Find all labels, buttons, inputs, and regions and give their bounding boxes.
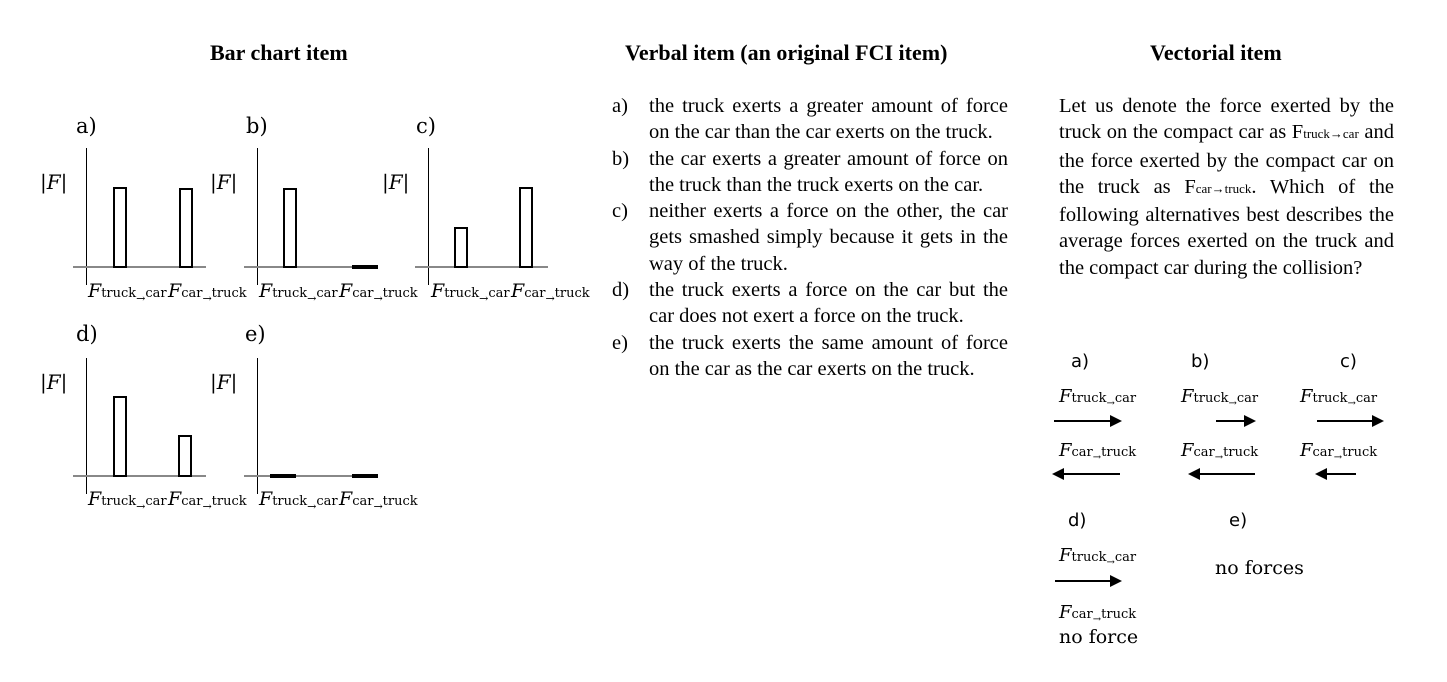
x-label-truck-car: Ftruck$_\to$car: [88, 488, 167, 513]
arrow-left-icon: [1317, 473, 1356, 475]
no-force-text: no force: [1059, 626, 1139, 648]
bar-car-truck: [519, 187, 533, 268]
option-letter: a): [1071, 351, 1090, 372]
verbal-options: [612, 93, 1008, 382]
verbal-title: Verbal item (an original FCI item): [625, 40, 948, 65]
arrow-right-icon: [1055, 580, 1120, 582]
x-label-truck-car: Ftruck$_\to$car: [259, 488, 338, 513]
panel-letter: c): [416, 114, 436, 138]
x-label-truck-car: Ftruck$_\to$car: [259, 280, 338, 305]
y-axis: [86, 148, 87, 285]
vectorial-question: Let us denote the force exerted by the truck on the compact car as Ftruck→car and the force exerted by the compact car on the truck as Fcar→truck. Which of the following alternatives best describes the average forces exerted on the truck and the compact car during the collision?: [1059, 95, 1394, 279]
arrow-right-icon: [1216, 420, 1254, 422]
label-f-car-truck: Fcar$_\to$truck: [1059, 602, 1137, 625]
label-f-car-truck: Fcar$_\to$truck: [1300, 440, 1378, 463]
bar-truck-car: [113, 396, 127, 477]
bar-car-truck-zero: [352, 474, 378, 478]
verbal-option-a: a) the truck exerts a greater amount of force on the car than the car exerts on the truck.: [612, 95, 1008, 144]
bar-truck-car: [283, 188, 297, 268]
y-axis: [257, 358, 258, 494]
y-axis-label: |F|: [40, 170, 68, 194]
panel-letter: a): [76, 114, 97, 138]
y-axis-label: |F|: [382, 170, 410, 194]
verbal-option-b: b) the car exerts a greater amount of force on the truck than the truck exerts on the car.: [612, 147, 1008, 196]
bar-car-truck: [179, 188, 193, 268]
label-f-car-truck: Fcar$_\to$truck: [1181, 440, 1259, 463]
panel-letter: e): [245, 322, 266, 346]
panel-letter: d): [76, 322, 98, 346]
option-letter: e): [1229, 510, 1248, 531]
verbal-option-e: e) the truck exerts the same amount of force on the car as the car exerts on the truck.: [612, 331, 1008, 380]
verbal-option-d: d) the truck exerts a force on the car but the car does not exert a force on the truck.: [612, 279, 1008, 328]
y-axis-label: |F|: [40, 370, 68, 394]
x-label-car-truck: Fcar$_\to$truck: [168, 488, 247, 513]
option-letter: c): [1340, 351, 1357, 372]
verbal-option-c: c) neither exerts a force on the other, the car gets smashed simply because it gets in the way of the truck.: [612, 200, 1008, 275]
x-label-truck-car: Ftruck$_\to$car: [88, 280, 167, 305]
panel-letter: b): [246, 114, 268, 138]
option-letter: d): [1068, 510, 1087, 531]
y-axis-label: |F|: [210, 170, 238, 194]
bar-truck-car: [113, 187, 127, 268]
x-label-car-truck: Fcar$_\to$truck: [339, 280, 418, 305]
x-label-car-truck: Fcar$_\to$truck: [511, 280, 590, 305]
x-label-truck-car: Ftruck$_\to$car: [431, 280, 510, 305]
y-axis: [428, 148, 429, 285]
bar-chart-title: Bar chart item: [210, 40, 348, 65]
label-f-truck-car: Ftruck$_\to$car: [1059, 545, 1137, 568]
arrow-left-icon: [1054, 473, 1120, 475]
y-axis-label: |F|: [210, 370, 238, 394]
bar-truck-car-zero: [270, 474, 296, 478]
x-label-car-truck: Fcar$_\to$truck: [339, 488, 418, 513]
no-forces-text: no forces: [1215, 557, 1304, 579]
vectorial-title: Vectorial item: [1150, 40, 1282, 65]
label-f-truck-car: Ftruck$_\to$car: [1059, 386, 1137, 409]
option-letter: b): [1191, 351, 1210, 372]
label-f-truck-car: Ftruck$_\to$car: [1300, 386, 1378, 409]
arrow-right-icon: [1054, 420, 1120, 422]
arrow-right-icon: [1317, 420, 1382, 422]
bar-car-truck: [178, 435, 192, 477]
label-f-car-truck: Fcar$_\to$truck: [1059, 440, 1137, 463]
bar-truck-car: [454, 227, 468, 268]
y-axis: [86, 358, 87, 494]
arrow-left-icon: [1190, 473, 1255, 475]
x-label-car-truck: Fcar$_\to$truck: [168, 280, 247, 305]
bar-car-truck-zero: [352, 265, 378, 269]
label-f-truck-car: Ftruck$_\to$car: [1181, 386, 1259, 409]
y-axis: [257, 148, 258, 285]
